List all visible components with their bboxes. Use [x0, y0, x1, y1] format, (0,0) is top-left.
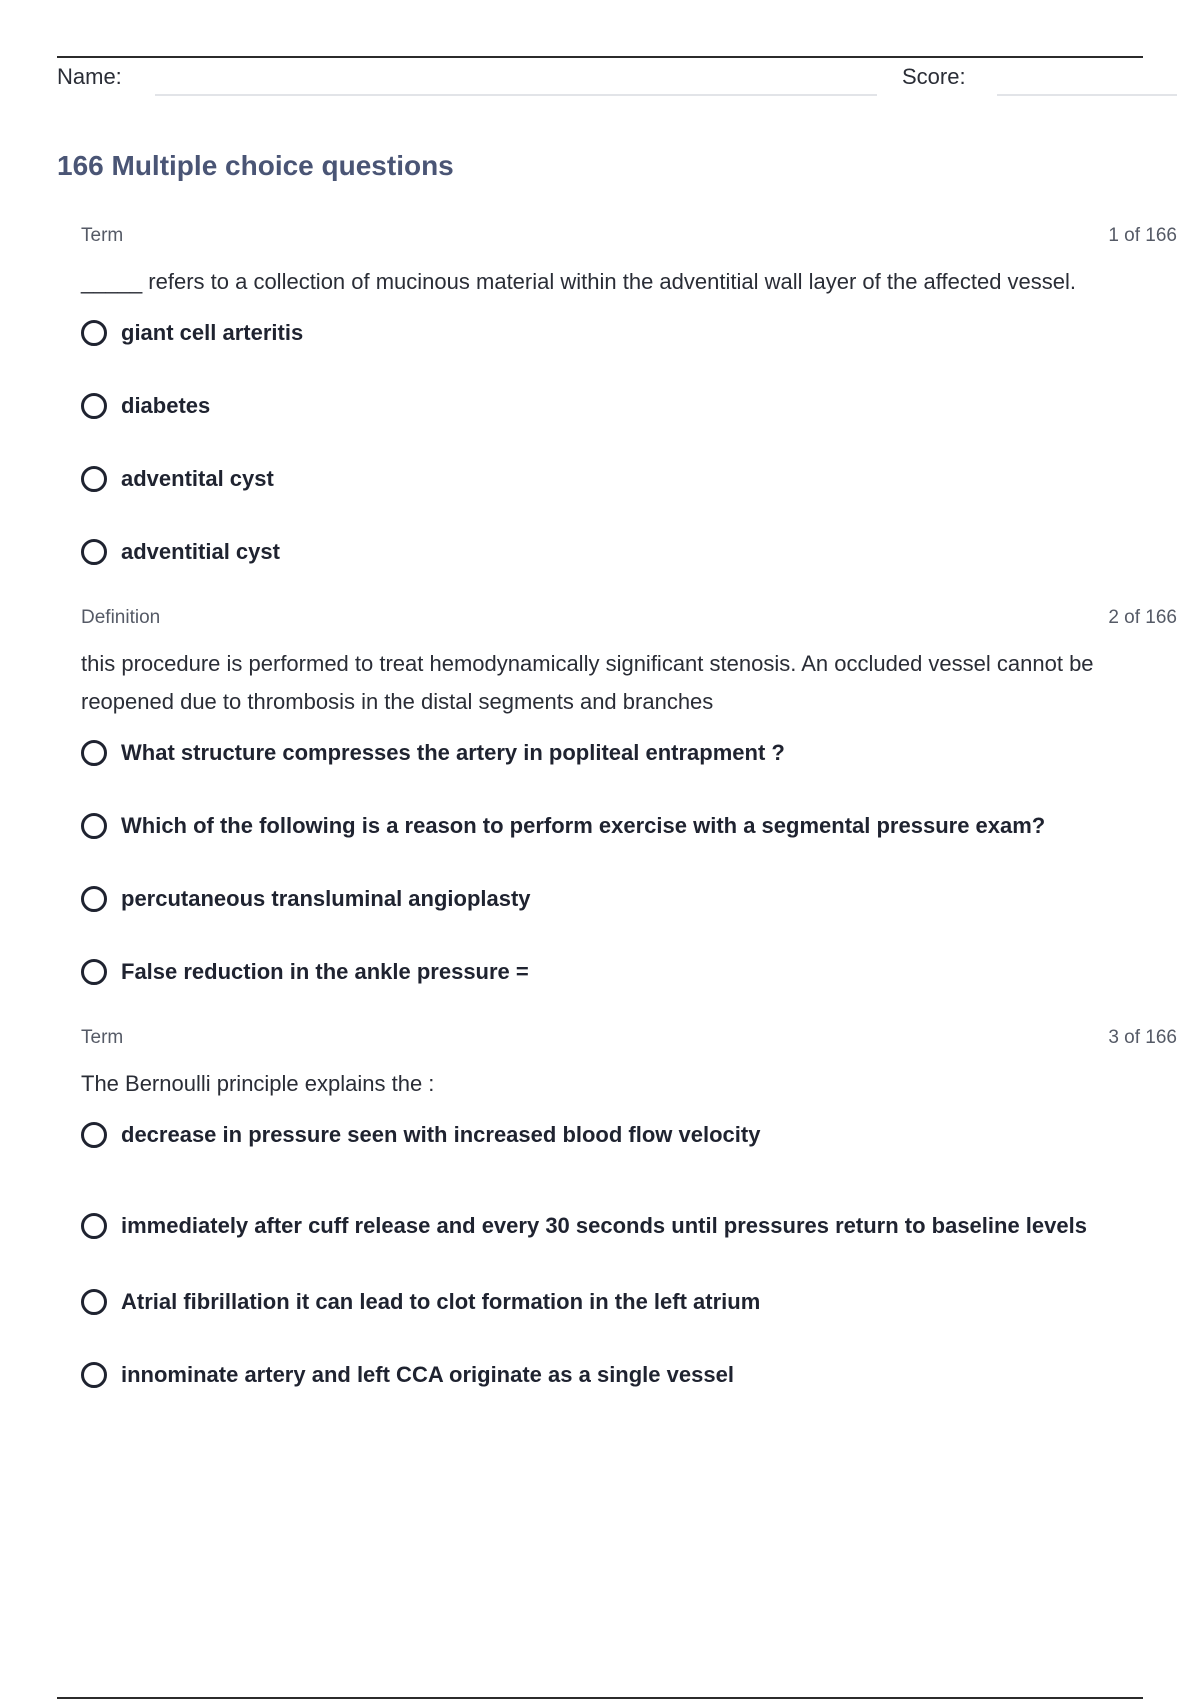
question-header: [81, 225, 1177, 251]
header-row: [57, 62, 1177, 98]
option-label: innominate artery and left CCA originate as a single vessel: [121, 1362, 734, 1387]
answer-option[interactable]: [81, 735, 1177, 771]
radio-circle-icon[interactable]: [81, 466, 107, 492]
answer-option[interactable]: [81, 461, 1177, 497]
answer-option[interactable]: [81, 1190, 1177, 1262]
answer-option[interactable]: [81, 1357, 1177, 1393]
question-prompt: _____ refers to a collection of mucinous material within the adventitial wall layer of the affected vessel.: [81, 269, 1077, 294]
option-label: Which of the following is a reason to perform exercise with a segmental pressure exam?: [121, 813, 1046, 838]
answer-option[interactable]: [81, 1117, 1177, 1153]
question-3: [81, 1027, 1177, 1393]
radio-circle-icon[interactable]: [81, 393, 107, 419]
answer-option[interactable]: [81, 388, 1177, 424]
question-counter: 1 of 166: [1108, 225, 1177, 246]
top-rule: [57, 56, 1143, 58]
option-list: [81, 1117, 1177, 1393]
score-field[interactable]: [997, 94, 1177, 96]
radio-circle-icon[interactable]: [81, 886, 107, 912]
name-field[interactable]: [155, 94, 877, 96]
option-label: Atrial fibrillation it can lead to clot formation in the left atrium: [121, 1289, 761, 1314]
option-label: adventital cyst: [121, 466, 274, 491]
option-label: adventitial cyst: [121, 539, 280, 564]
worksheet-page: [57, 0, 1177, 1700]
question-counter: 3 of 166: [1108, 1027, 1177, 1048]
answer-option[interactable]: [81, 534, 1177, 570]
question-list: [81, 225, 1177, 1430]
answer-option[interactable]: [81, 881, 1177, 917]
radio-circle-icon[interactable]: [81, 1362, 107, 1388]
radio-circle-icon[interactable]: [81, 959, 107, 985]
question-2: [81, 607, 1177, 990]
radio-circle-icon[interactable]: [81, 1213, 107, 1239]
question-kind: Definition: [81, 607, 161, 628]
question-prompt: The Bernoulli principle explains the :: [81, 1071, 435, 1096]
option-label: diabetes: [121, 393, 211, 418]
question-header: [81, 607, 1177, 633]
radio-circle-icon[interactable]: [81, 320, 107, 346]
option-label: immediately after cuff release and every 30 seconds until pressures return to baseline levels: [121, 1213, 1087, 1238]
page-title: 166 Multiple choice questions: [57, 150, 454, 181]
score-label: Score:: [902, 64, 966, 89]
name-label: Name:: [57, 64, 122, 89]
radio-circle-icon[interactable]: [81, 813, 107, 839]
option-label: decrease in pressure seen with increased blood flow velocity: [121, 1122, 761, 1147]
option-list: [81, 315, 1177, 570]
option-label: What structure compresses the artery in popliteal entrapment ?: [121, 740, 785, 765]
bottom-rule: [57, 1697, 1143, 1699]
option-label: percutaneous transluminal angioplasty: [121, 886, 531, 911]
radio-circle-icon[interactable]: [81, 740, 107, 766]
question-1: [81, 225, 1177, 570]
answer-option[interactable]: [81, 954, 1177, 990]
question-header: [81, 1027, 1177, 1053]
answer-option[interactable]: [81, 808, 1177, 844]
radio-circle-icon[interactable]: [81, 1122, 107, 1148]
option-list: [81, 735, 1177, 990]
answer-option[interactable]: [81, 1284, 1177, 1320]
answer-option[interactable]: [81, 315, 1177, 351]
question-kind: Term: [81, 1027, 124, 1048]
question-kind: Term: [81, 225, 124, 246]
question-prompt: this procedure is performed to treat hemodynamically significant stenosis. An occluded vessel cannot be reopened due to thrombosis in the distal segments and branches: [81, 651, 1094, 714]
radio-circle-icon[interactable]: [81, 1289, 107, 1315]
option-label: giant cell arteritis: [121, 320, 304, 345]
option-label: False reduction in the ankle pressure =: [121, 959, 529, 984]
question-counter: 2 of 166: [1108, 607, 1177, 628]
radio-circle-icon[interactable]: [81, 539, 107, 565]
